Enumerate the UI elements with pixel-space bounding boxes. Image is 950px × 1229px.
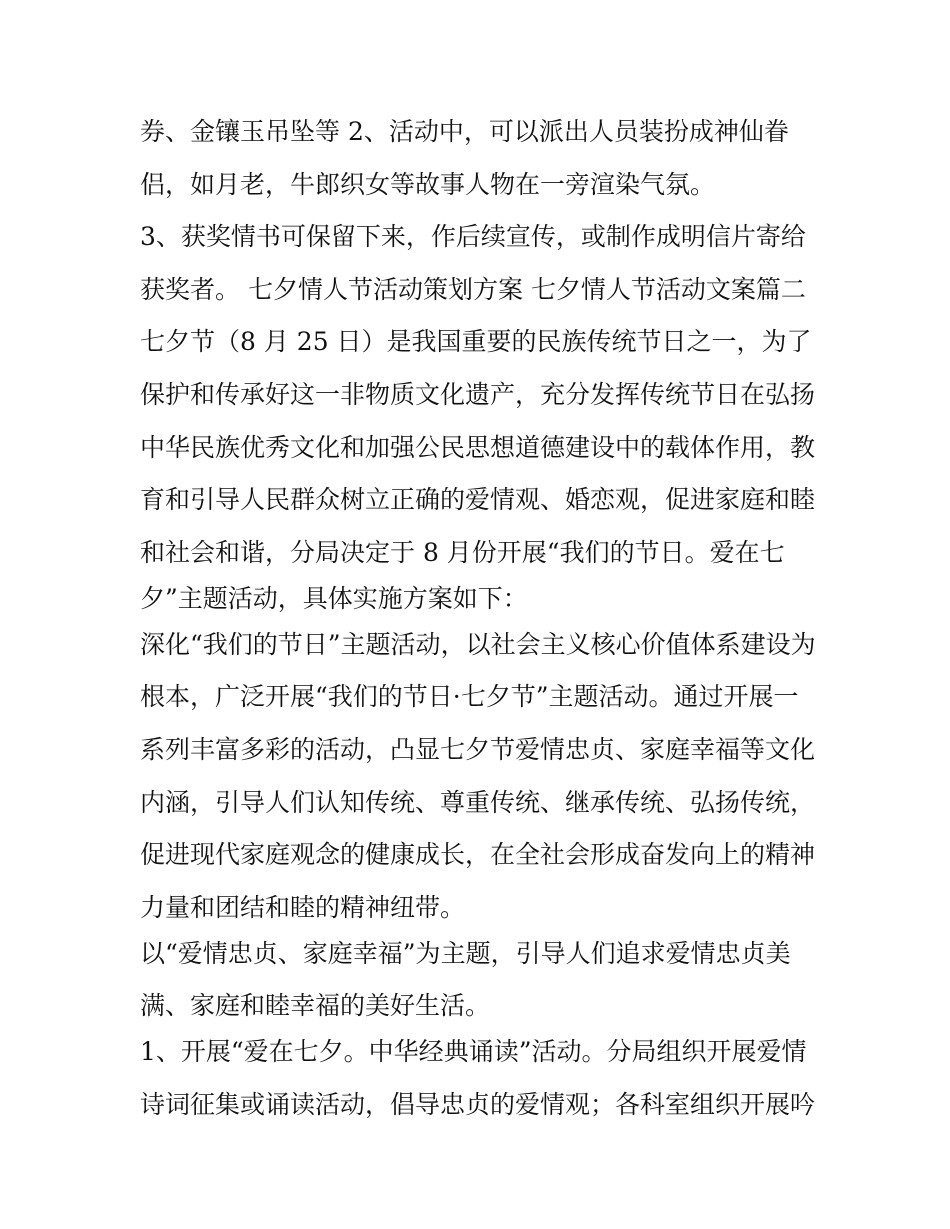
text-line: 3、获奖情书可保留下来，作后续宣传，或制作成明信片寄给 (140, 222, 806, 252)
text-line: 以“爱情忠贞、家庭幸福”为主题，引导人们追求爱情忠贞美 (140, 938, 791, 968)
text-line: 育和引导人民群众树立正确的爱情观、婚恋观，促进家庭和睦 (140, 485, 816, 515)
text-line: 系列丰富多彩的活动，凸显七夕节爱情忠贞、家庭幸福等文化 (140, 734, 816, 764)
text-line: 侣，如月老，牛郎织女等故事人物在一旁渲染气氛。 (140, 169, 716, 199)
document-body (140, 109, 840, 1128)
text-line: 1、开展“爱在七夕。中华经典诵读”活动。分局组织开展爱情 (140, 1037, 807, 1067)
text-line: 诗词征集或诵读活动，倡导忠贞的爱情观；各科室组织开展吟 (140, 1089, 816, 1119)
text-line: 促进现代家庭观念的健康成长，在全社会形成奋发向上的精神 (140, 840, 816, 870)
text-line: 和社会和谐，分局决定于 8 月份开展“我们的节日。爱在七 (140, 537, 785, 567)
text-line: 获奖者。 七夕情人节活动策划方案 七夕情人节活动文案篇二 (140, 274, 806, 304)
text-line: 力量和团结和睦的精神纽带。 (140, 892, 466, 922)
text-line: 根本，广泛开展“我们的节日·七夕节”主题活动。通过开展一 (140, 682, 799, 712)
text-line: 满、家庭和睦幸福的美好生活。 (140, 991, 491, 1021)
text-line: 七夕节（8 月 25 日）是我国重要的民族传统节日之一，为了 (140, 327, 812, 357)
text-line: 内涵，引导人们认知传统、尊重传统、继承传统、弘扬传统， (140, 787, 816, 817)
text-line: 券、金镶玉吊坠等 2、活动中，可以派出人员装扮成神仙眷 (140, 117, 789, 146)
text-line: 保护和传承好这一非物质文化遗产，充分发挥传统节日在弘扬 (140, 379, 816, 409)
text-line: 夕”主题活动，具体实施方案如下： (140, 583, 528, 613)
text-line: 深化“我们的节日”主题活动，以社会主义核心价值体系建设为 (140, 629, 816, 659)
text-line: 中华民族优秀文化和加强公民思想道德建设中的载体作用，教 (140, 432, 816, 462)
